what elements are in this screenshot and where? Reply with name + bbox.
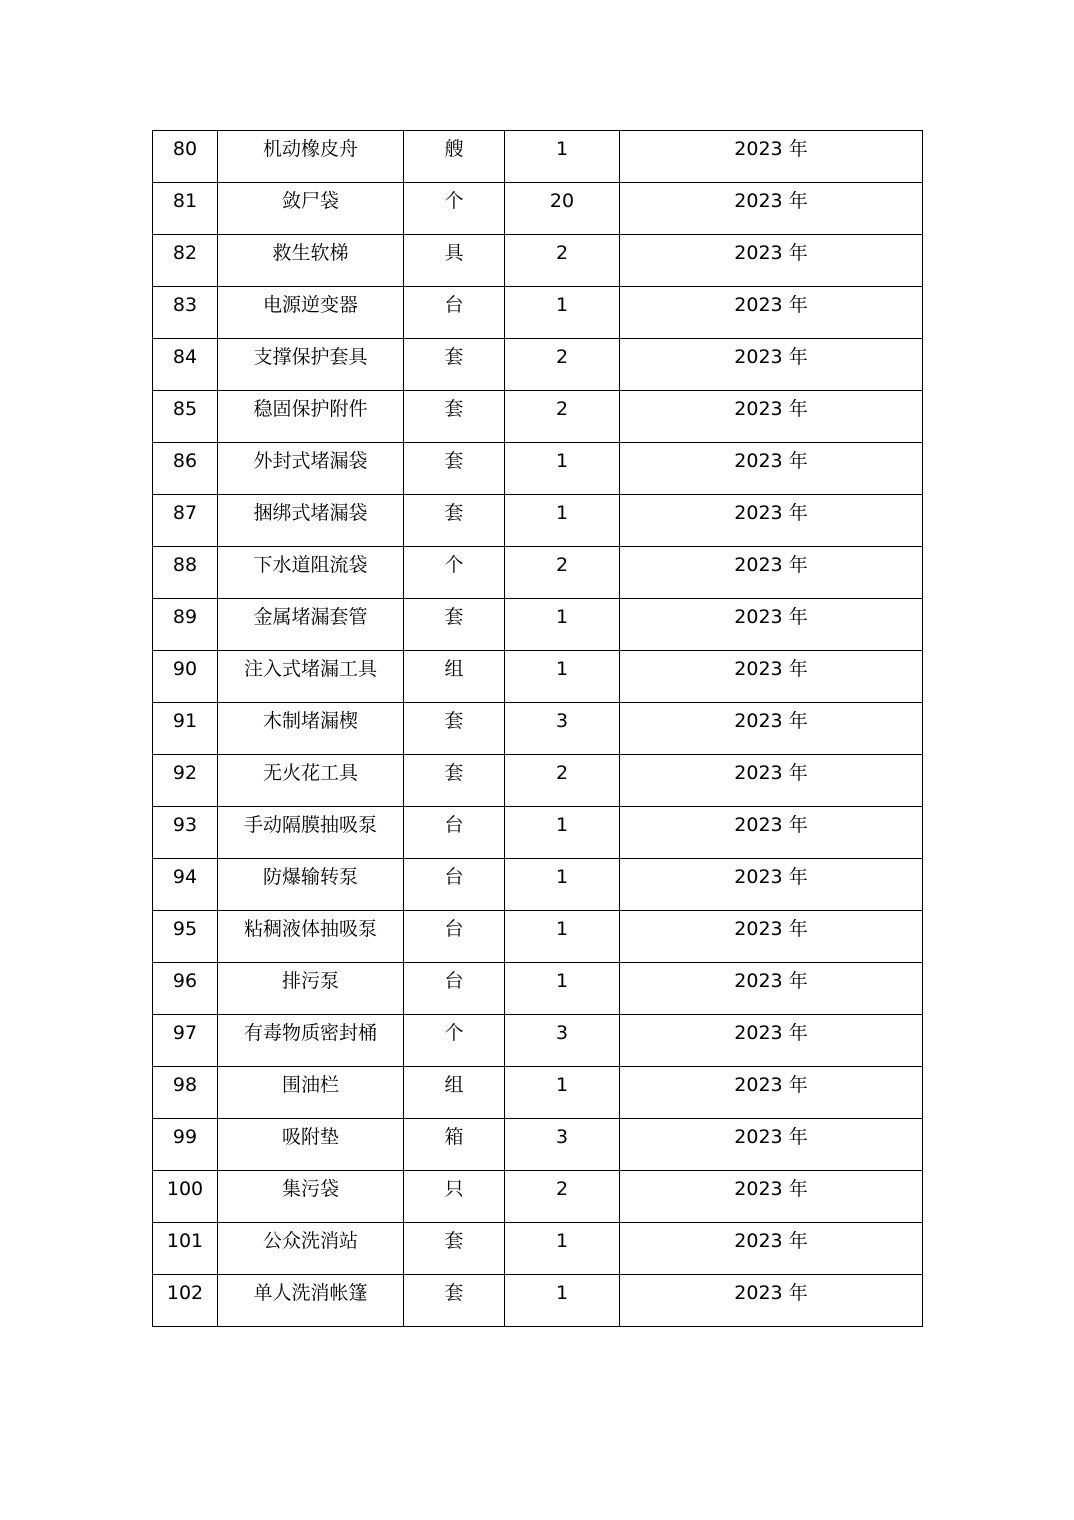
- cell-quantity: [505, 391, 620, 443]
- cell-item-name-text: 捆绑式堵漏袋: [253, 502, 368, 524]
- cell-unit: [404, 443, 505, 495]
- cell-number: [153, 391, 218, 443]
- cell-number-text: 95: [172, 918, 198, 940]
- cell-number: [153, 807, 218, 859]
- cell-number: [153, 339, 218, 391]
- cell-year-text: 2023 年: [734, 1178, 808, 1200]
- cell-item-name-text: 金属堵漏套管: [253, 606, 368, 628]
- cell-item-name-text: 手动隔膜抽吸泵: [243, 814, 377, 836]
- table-row: [153, 391, 923, 443]
- cell-number: [153, 703, 218, 755]
- cell-year: [620, 391, 923, 443]
- cell-quantity-text: 1: [555, 606, 569, 628]
- cell-quantity-text: 2: [555, 554, 569, 576]
- cell-unit-text: 套: [444, 710, 464, 732]
- cell-quantity-text: 20: [549, 190, 575, 212]
- cell-year: [620, 599, 923, 651]
- cell-year-text: 2023 年: [734, 970, 808, 992]
- cell-year-text: 2023 年: [734, 606, 808, 628]
- cell-unit-text: 只: [444, 1178, 464, 1200]
- cell-number: [153, 1119, 218, 1171]
- cell-number: [153, 1015, 218, 1067]
- cell-item-name-text: 有毒物质密封桶: [243, 1022, 377, 1044]
- cell-number-text: 80: [172, 138, 198, 160]
- cell-unit-text: 台: [444, 866, 464, 888]
- cell-year: [620, 1119, 923, 1171]
- cell-number-text: 89: [172, 606, 198, 628]
- cell-year-text: 2023 年: [734, 710, 808, 732]
- cell-year-text: 2023 年: [734, 1074, 808, 1096]
- table-row: [153, 599, 923, 651]
- cell-item-name-text: 集污袋: [281, 1178, 339, 1200]
- cell-year-text: 2023 年: [734, 398, 808, 420]
- cell-item-name: [218, 287, 404, 339]
- cell-quantity: [505, 547, 620, 599]
- cell-item-name: [218, 599, 404, 651]
- cell-quantity: [505, 1119, 620, 1171]
- cell-unit: [404, 1275, 505, 1327]
- cell-item-name-text: 外封式堵漏袋: [253, 450, 368, 472]
- cell-quantity: [505, 1223, 620, 1275]
- cell-unit: [404, 911, 505, 963]
- cell-unit-text: 套: [444, 1230, 464, 1252]
- cell-unit: [404, 755, 505, 807]
- cell-quantity: [505, 911, 620, 963]
- cell-unit: [404, 807, 505, 859]
- cell-year-text: 2023 年: [734, 1282, 808, 1304]
- cell-number: [153, 287, 218, 339]
- cell-quantity: [505, 443, 620, 495]
- cell-quantity-text: 1: [555, 658, 569, 680]
- table-row: [153, 495, 923, 547]
- cell-quantity: [505, 599, 620, 651]
- cell-item-name: [218, 807, 404, 859]
- cell-year-text: 2023 年: [734, 762, 808, 784]
- cell-year: [620, 963, 923, 1015]
- cell-unit-text: 艘: [444, 138, 464, 160]
- cell-number: [153, 1171, 218, 1223]
- cell-unit-text: 台: [444, 970, 464, 992]
- table-row: [153, 1171, 923, 1223]
- cell-item-name-text: 无火花工具: [262, 762, 358, 784]
- cell-unit: [404, 235, 505, 287]
- cell-year: [620, 703, 923, 755]
- cell-unit: [404, 1015, 505, 1067]
- cell-unit: [404, 183, 505, 235]
- cell-year: [620, 1223, 923, 1275]
- table-row: [153, 1015, 923, 1067]
- equipment-table-body: [153, 131, 923, 1327]
- cell-item-name-text: 公众洗消站: [262, 1230, 358, 1252]
- cell-item-name-text: 围油栏: [281, 1074, 339, 1096]
- cell-number-text: 92: [172, 762, 198, 784]
- cell-number: [153, 235, 218, 287]
- table-row: [153, 1275, 923, 1327]
- cell-quantity: [505, 339, 620, 391]
- cell-quantity: [505, 963, 620, 1015]
- cell-number-text: 85: [172, 398, 198, 420]
- cell-year: [620, 755, 923, 807]
- cell-unit: [404, 131, 505, 183]
- cell-item-name: [218, 495, 404, 547]
- cell-unit-text: 套: [444, 762, 464, 784]
- cell-unit-text: 台: [444, 814, 464, 836]
- cell-quantity: [505, 755, 620, 807]
- cell-item-name: [218, 1067, 404, 1119]
- cell-number-text: 84: [172, 346, 198, 368]
- cell-year: [620, 651, 923, 703]
- cell-unit: [404, 547, 505, 599]
- cell-item-name: [218, 547, 404, 599]
- equipment-table: [152, 130, 923, 1327]
- table-row: [153, 339, 923, 391]
- cell-unit: [404, 1171, 505, 1223]
- cell-year-text: 2023 年: [734, 242, 808, 264]
- cell-number: [153, 131, 218, 183]
- cell-item-name-text: 防爆输转泵: [262, 866, 358, 888]
- cell-number-text: 88: [172, 554, 198, 576]
- table-row: [153, 755, 923, 807]
- cell-year-text: 2023 年: [734, 346, 808, 368]
- cell-item-name-text: 粘稠液体抽吸泵: [243, 918, 377, 940]
- cell-quantity-text: 3: [555, 1022, 569, 1044]
- cell-item-name: [218, 911, 404, 963]
- cell-year-text: 2023 年: [734, 294, 808, 316]
- cell-item-name: [218, 391, 404, 443]
- cell-item-name: [218, 1015, 404, 1067]
- cell-quantity-text: 1: [555, 450, 569, 472]
- cell-item-name-text: 下水道阻流袋: [253, 554, 368, 576]
- cell-item-name: [218, 183, 404, 235]
- table-row: [153, 1119, 923, 1171]
- cell-year-text: 2023 年: [734, 866, 808, 888]
- cell-unit-text: 套: [444, 502, 464, 524]
- cell-year: [620, 859, 923, 911]
- cell-number: [153, 651, 218, 703]
- cell-quantity: [505, 651, 620, 703]
- table-row: [153, 287, 923, 339]
- cell-item-name-text: 木制堵漏楔: [262, 710, 358, 732]
- cell-quantity: [505, 807, 620, 859]
- cell-year: [620, 495, 923, 547]
- cell-year: [620, 1171, 923, 1223]
- table-row: [153, 183, 923, 235]
- cell-number-text: 101: [166, 1230, 204, 1252]
- cell-unit-text: 个: [444, 1022, 464, 1044]
- cell-quantity-text: 1: [555, 502, 569, 524]
- cell-quantity: [505, 1275, 620, 1327]
- cell-item-name-text: 稳固保护附件: [253, 398, 368, 420]
- cell-item-name: [218, 443, 404, 495]
- table-row: [153, 859, 923, 911]
- cell-quantity-text: 3: [555, 1126, 569, 1148]
- cell-number-text: 93: [172, 814, 198, 836]
- cell-unit-text: 组: [444, 1074, 464, 1096]
- cell-unit-text: 台: [444, 294, 464, 316]
- cell-number: [153, 1223, 218, 1275]
- cell-unit: [404, 1223, 505, 1275]
- cell-item-name-text: 排污泵: [281, 970, 339, 992]
- cell-quantity: [505, 1067, 620, 1119]
- cell-unit-text: 个: [444, 190, 464, 212]
- cell-item-name: [218, 703, 404, 755]
- cell-year: [620, 183, 923, 235]
- cell-item-name: [218, 131, 404, 183]
- cell-number-text: 87: [172, 502, 198, 524]
- cell-number-text: 98: [172, 1074, 198, 1096]
- cell-number: [153, 599, 218, 651]
- cell-quantity-text: 1: [555, 1282, 569, 1304]
- cell-number-text: 86: [172, 450, 198, 472]
- cell-item-name: [218, 755, 404, 807]
- cell-quantity-text: 1: [555, 1074, 569, 1096]
- cell-number: [153, 1275, 218, 1327]
- cell-unit: [404, 1119, 505, 1171]
- cell-quantity-text: 2: [555, 398, 569, 420]
- cell-number-text: 91: [172, 710, 198, 732]
- cell-quantity: [505, 235, 620, 287]
- cell-unit-text: 箱: [444, 1126, 464, 1148]
- table-row: [153, 1223, 923, 1275]
- cell-unit: [404, 651, 505, 703]
- cell-year: [620, 547, 923, 599]
- cell-item-name-text: 注入式堵漏工具: [243, 658, 377, 680]
- table-row: [153, 1067, 923, 1119]
- cell-unit-text: 套: [444, 398, 464, 420]
- cell-year-text: 2023 年: [734, 450, 808, 472]
- table-row: [153, 703, 923, 755]
- cell-number: [153, 859, 218, 911]
- cell-year: [620, 1067, 923, 1119]
- cell-unit-text: 套: [444, 346, 464, 368]
- cell-unit-text: 套: [444, 1282, 464, 1304]
- cell-year: [620, 339, 923, 391]
- cell-item-name-text: 电源逆变器: [262, 294, 358, 316]
- cell-unit: [404, 495, 505, 547]
- cell-year: [620, 1015, 923, 1067]
- cell-number-text: 96: [172, 970, 198, 992]
- cell-unit-text: 组: [444, 658, 464, 680]
- cell-year-text: 2023 年: [734, 1230, 808, 1252]
- cell-number-text: 81: [172, 190, 198, 212]
- cell-quantity: [505, 1015, 620, 1067]
- cell-item-name: [218, 1119, 404, 1171]
- cell-year-text: 2023 年: [734, 502, 808, 524]
- cell-quantity-text: 1: [555, 970, 569, 992]
- cell-number: [153, 963, 218, 1015]
- cell-quantity-text: 1: [555, 138, 569, 160]
- cell-number-text: 82: [172, 242, 198, 264]
- cell-item-name: [218, 859, 404, 911]
- cell-quantity-text: 1: [555, 814, 569, 836]
- table-row: [153, 807, 923, 859]
- cell-number: [153, 547, 218, 599]
- cell-unit-text: 个: [444, 554, 464, 576]
- cell-number: [153, 911, 218, 963]
- cell-year: [620, 235, 923, 287]
- cell-year-text: 2023 年: [734, 658, 808, 680]
- cell-unit-text: 套: [444, 450, 464, 472]
- cell-quantity: [505, 1171, 620, 1223]
- table-row: [153, 235, 923, 287]
- cell-item-name: [218, 963, 404, 1015]
- cell-number-text: 102: [166, 1282, 204, 1304]
- cell-year: [620, 131, 923, 183]
- cell-unit: [404, 599, 505, 651]
- cell-item-name: [218, 339, 404, 391]
- table-row: [153, 443, 923, 495]
- cell-quantity: [505, 703, 620, 755]
- cell-quantity: [505, 287, 620, 339]
- cell-quantity-text: 1: [555, 918, 569, 940]
- cell-unit: [404, 287, 505, 339]
- cell-quantity-text: 2: [555, 762, 569, 784]
- table-row: [153, 911, 923, 963]
- cell-number: [153, 1067, 218, 1119]
- cell-quantity: [505, 131, 620, 183]
- cell-quantity-text: 2: [555, 346, 569, 368]
- cell-quantity-text: 1: [555, 866, 569, 888]
- cell-year-text: 2023 年: [734, 190, 808, 212]
- cell-item-name-text: 支撑保护套具: [253, 346, 368, 368]
- cell-item-name-text: 救生软梯: [272, 242, 349, 264]
- cell-item-name-text: 机动橡皮舟: [262, 138, 358, 160]
- cell-quantity-text: 3: [555, 710, 569, 732]
- cell-unit: [404, 963, 505, 1015]
- cell-unit-text: 台: [444, 918, 464, 940]
- table-row: [153, 963, 923, 1015]
- cell-unit-text: 具: [444, 242, 464, 264]
- cell-year: [620, 1275, 923, 1327]
- cell-unit: [404, 703, 505, 755]
- cell-year: [620, 443, 923, 495]
- cell-year-text: 2023 年: [734, 814, 808, 836]
- cell-year-text: 2023 年: [734, 138, 808, 160]
- cell-number-text: 100: [166, 1178, 204, 1200]
- cell-number-text: 83: [172, 294, 198, 316]
- cell-number-text: 90: [172, 658, 198, 680]
- cell-number-text: 99: [172, 1126, 198, 1148]
- cell-number: [153, 755, 218, 807]
- table-row: [153, 547, 923, 599]
- cell-year-text: 2023 年: [734, 554, 808, 576]
- cell-unit-text: 套: [444, 606, 464, 628]
- cell-quantity-text: 2: [555, 1178, 569, 1200]
- cell-quantity: [505, 495, 620, 547]
- cell-number-text: 97: [172, 1022, 198, 1044]
- cell-item-name-text: 敛尸袋: [281, 190, 339, 212]
- cell-year: [620, 807, 923, 859]
- cell-number: [153, 443, 218, 495]
- cell-item-name-text: 单人洗消帐篷: [253, 1282, 368, 1304]
- cell-unit: [404, 1067, 505, 1119]
- cell-quantity-text: 1: [555, 294, 569, 316]
- cell-year: [620, 911, 923, 963]
- cell-unit: [404, 391, 505, 443]
- cell-unit: [404, 859, 505, 911]
- cell-year-text: 2023 年: [734, 1126, 808, 1148]
- cell-quantity-text: 2: [555, 242, 569, 264]
- cell-unit: [404, 339, 505, 391]
- cell-quantity: [505, 183, 620, 235]
- cell-year-text: 2023 年: [734, 1022, 808, 1044]
- cell-item-name: [218, 651, 404, 703]
- cell-number: [153, 495, 218, 547]
- table-row: [153, 131, 923, 183]
- cell-number: [153, 183, 218, 235]
- cell-quantity-text: 1: [555, 1230, 569, 1252]
- cell-year-text: 2023 年: [734, 918, 808, 940]
- cell-quantity: [505, 859, 620, 911]
- cell-item-name: [218, 1275, 404, 1327]
- cell-item-name: [218, 235, 404, 287]
- table-row: [153, 651, 923, 703]
- cell-year: [620, 287, 923, 339]
- cell-item-name-text: 吸附垫: [281, 1126, 339, 1148]
- cell-item-name: [218, 1171, 404, 1223]
- cell-number-text: 94: [172, 866, 198, 888]
- cell-item-name: [218, 1223, 404, 1275]
